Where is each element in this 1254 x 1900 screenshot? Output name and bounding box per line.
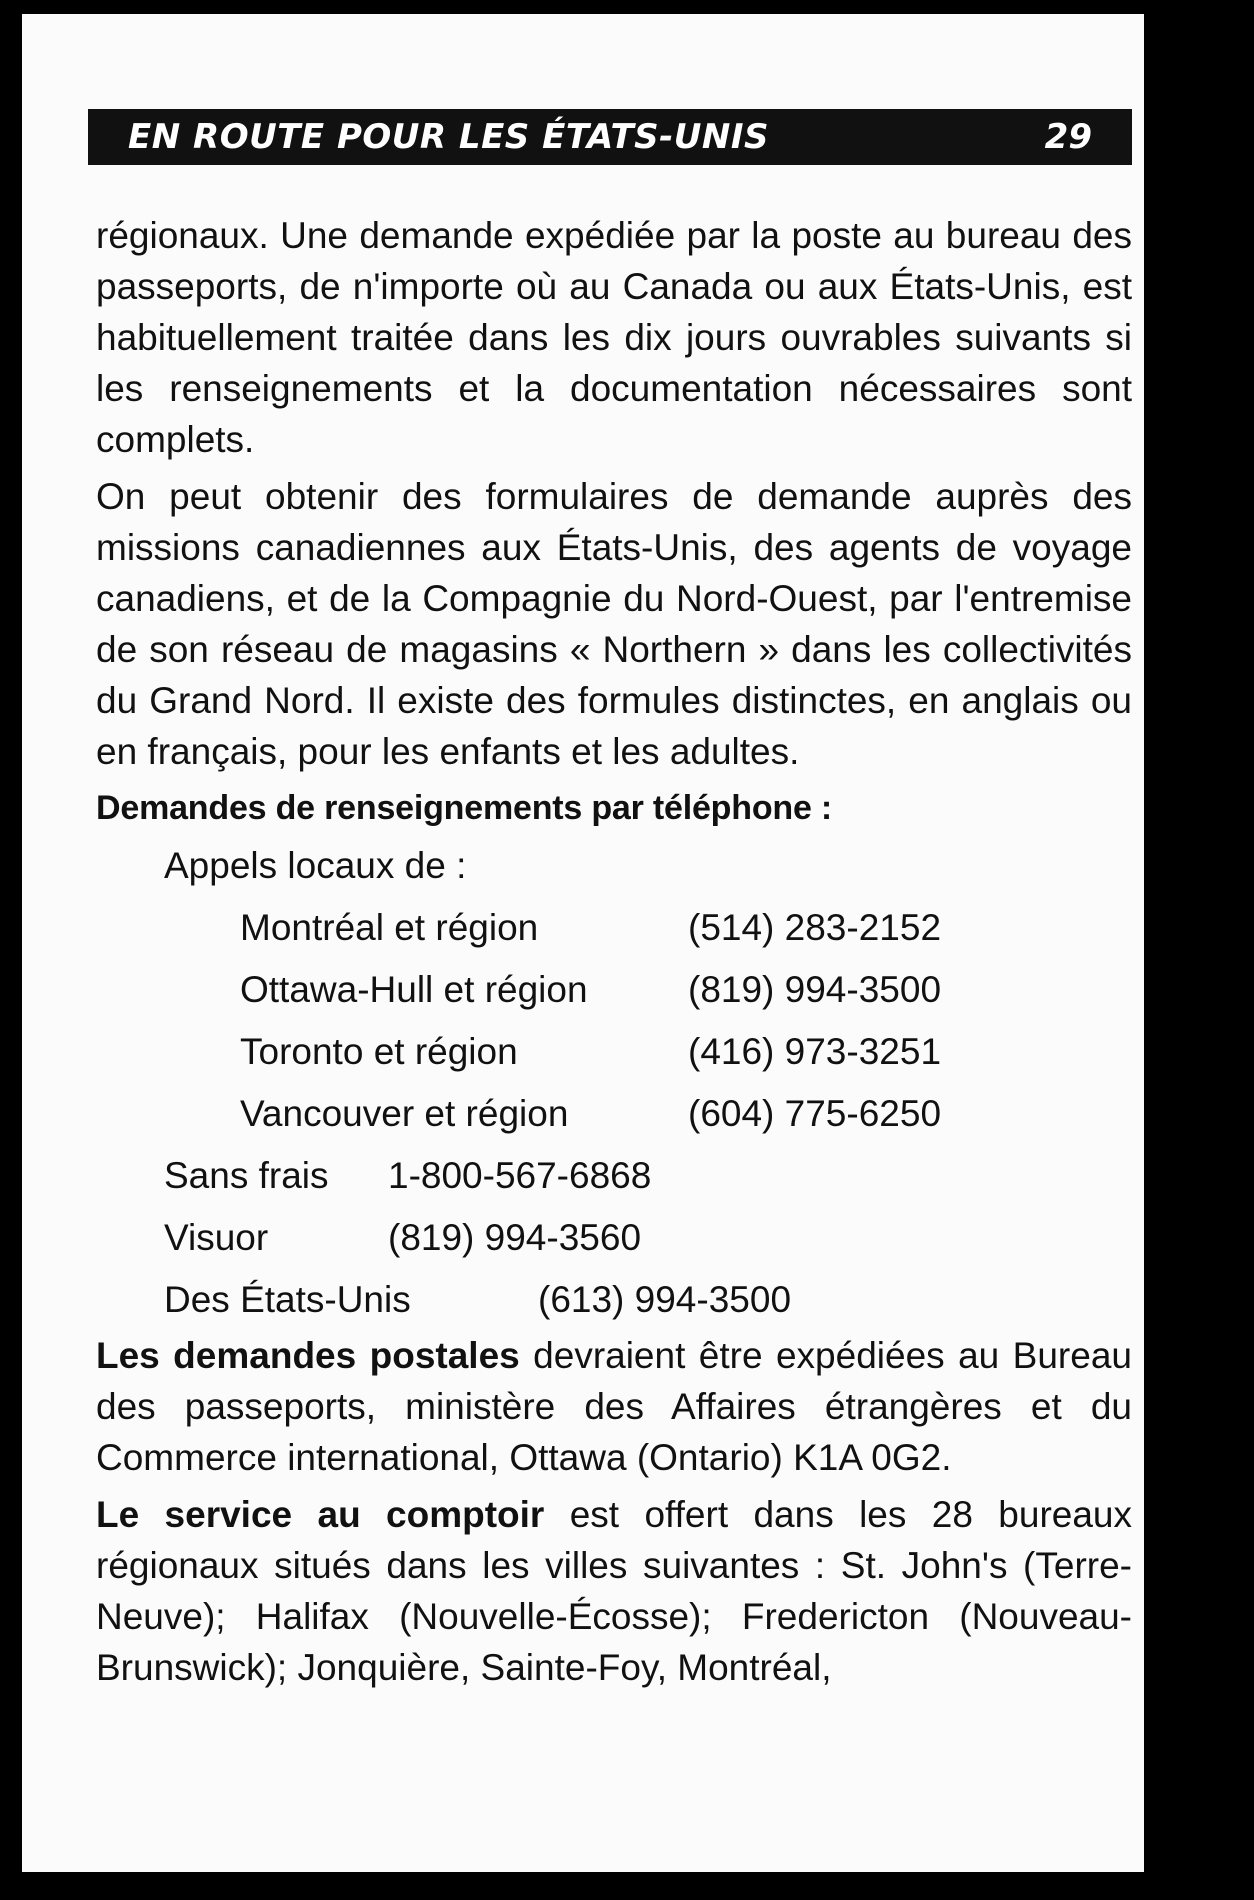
paragraph-processing-time: régionaux. Une demande expédiée par la poste au bureau des passeports, de n'importe où au Canada ou aux États-Unis, est habituellement traitée dans les dix jours ouvrables suivants si les renseignements et la documentation nécessaires sont complets. bbox=[96, 215, 1132, 460]
phone-row-visuor bbox=[90, 1206, 1132, 1268]
from-us-number: (613) 994-3500 bbox=[538, 1278, 792, 1320]
phone-list bbox=[90, 834, 1132, 1330]
toll-free-label: Sans frais bbox=[164, 1154, 329, 1196]
phone-row-ottawa-hull bbox=[90, 958, 1132, 1020]
city-name: Vancouver et région bbox=[240, 1092, 569, 1134]
counter-text: est offert dans les 28 bureaux régionaux situés dans les villes suivantes : St. John's (Terre-Neuve); Halifax (Nouvelle-Écosse); Fredericton (Nouveau-Brunswick); Jonquière, Sainte-Foy, Montréal, bbox=[96, 1494, 1132, 1688]
city-name: Montréal et région bbox=[240, 906, 539, 948]
phone-number: (514) 283-2152 bbox=[688, 906, 942, 948]
visuor-number: (819) 994-3560 bbox=[388, 1216, 642, 1258]
paragraph-counter-service bbox=[90, 1489, 1132, 1693]
book-page bbox=[22, 14, 1144, 1872]
local-calls-label: Appels locaux de : bbox=[164, 844, 467, 886]
page-body bbox=[90, 210, 1132, 1699]
visuor-label: Visuor bbox=[164, 1216, 269, 1258]
from-us-label: Des États-Unis bbox=[164, 1278, 411, 1320]
paragraph-application-forms: On peut obtenir des formulaires de demande auprès des missions canadiennes aux États-Unis, des agents de voyage canadiens, et de la Compagnie du Nord-Ouest, par l'entremise de son réseau de magasins « Northern » dans les collectivités du Grand Nord. Il existe des formules distinctes, en anglais ou en français, pour les enfants et les adultes. bbox=[96, 476, 1132, 772]
paragraph-postal-requests bbox=[90, 1330, 1132, 1483]
running-header bbox=[88, 109, 1132, 165]
phone-number: (819) 994-3500 bbox=[688, 968, 942, 1010]
postal-text: devraient être expédiées au Bureau des passeports, ministère des Affaires étrangères et du Commerce international, Ottawa (Ontario) K1A 0G2. bbox=[96, 1335, 1132, 1478]
toll-free-number: 1-800-567-6868 bbox=[388, 1154, 652, 1196]
phone-row-toronto bbox=[90, 1020, 1132, 1082]
scan-edge bbox=[0, 0, 22, 1900]
phone-number: (416) 973-3251 bbox=[688, 1030, 942, 1072]
city-name: Toronto et région bbox=[240, 1030, 518, 1072]
page-number: 29 bbox=[1044, 117, 1092, 157]
phone-number: (604) 775-6250 bbox=[688, 1092, 942, 1134]
phone-inquiries-heading: Demandes de renseignements par téléphone : bbox=[96, 789, 833, 827]
postal-lead: Les demandes postales bbox=[96, 1335, 520, 1376]
counter-lead: Le service au comptoir bbox=[96, 1494, 545, 1535]
local-calls-label-row bbox=[90, 834, 1132, 896]
phone-row-montreal bbox=[90, 896, 1132, 958]
phone-row-from-us bbox=[90, 1268, 1132, 1330]
phone-row-toll-free bbox=[90, 1144, 1132, 1206]
header-title: EN ROUTE POUR LES ÉTATS-UNIS bbox=[128, 117, 769, 157]
city-name: Ottawa-Hull et région bbox=[240, 968, 588, 1010]
phone-row-vancouver bbox=[90, 1082, 1132, 1144]
